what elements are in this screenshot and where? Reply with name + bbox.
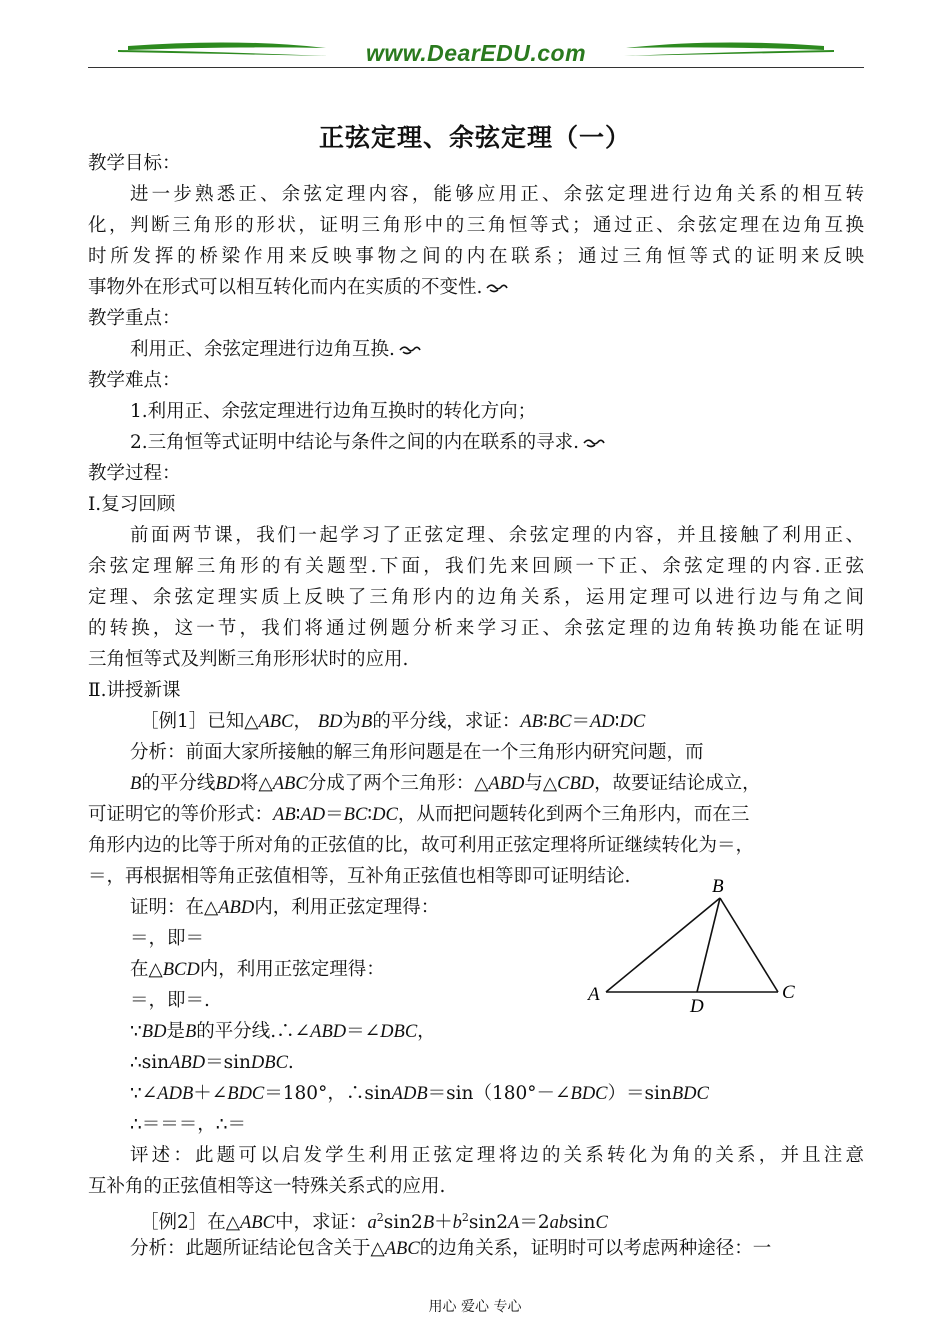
new-lesson-heading: Ⅱ.讲授新课 <box>88 680 181 701</box>
review-line-2: 余弦定理解三角形的有关题型.下面，我们先来回顾一下正、余弦定理的内容.正弦 <box>88 556 864 577</box>
review-line-3: 定理、余弦定理实质上反映了三角形内的边角关系，运用定理可以进行边与角之间 <box>88 587 864 608</box>
proof1-line-8: ∴＝＝＝，∴＝ <box>130 1114 247 1135</box>
proof1-line-4: ＝，即＝. <box>130 990 210 1011</box>
label-b: B <box>712 876 724 897</box>
comment1-line-2: 互补角的正弦值相等这一特殊关系式的应用. <box>88 1176 446 1197</box>
analysis1-line-2: B的平分线BD将△ABC分成了两个三角形：△ABD与△CBD，故要证结论成立， <box>130 773 761 794</box>
triangle-figure <box>584 876 804 1016</box>
example2-statement: ［例2］在△ABC中，求证：$a^2\sin 2B+b^2\sin 2A=2absinC$ <box>140 1211 608 1234</box>
analysis1-line-4: 角形内边的比等于所对角的正弦值的比，故可利用正弦定理将所证继续转化为＝， <box>88 835 755 856</box>
page-title: 正弦定理、余弦定理（一） <box>318 123 631 152</box>
hand-mark-icon <box>399 344 421 356</box>
key-point-text <box>130 336 421 364</box>
comment1-line-1: 评述：此题可以启发学生利用正弦定理将边的关系转化为角的关系，并且注意 <box>130 1145 864 1166</box>
label-d: D <box>690 996 704 1016</box>
key-point-line: 利用正、余弦定理进行边角互换. <box>130 339 395 360</box>
goals-line-4 <box>88 274 508 302</box>
goals-heading: 教学目标： <box>88 153 181 174</box>
page-footer: 用心 爱心 专心 <box>428 1299 522 1315</box>
segment-bc <box>720 898 778 992</box>
site-header <box>88 32 864 72</box>
example1-statement: ［例1］已知△ABC， BD为B的平分线，求证：AB∶BC＝AD∶DC <box>140 711 646 732</box>
review-heading: Ⅰ.复习回顾 <box>88 494 176 515</box>
header-rule <box>88 67 864 68</box>
label-c: C <box>782 982 795 1003</box>
proof1-line-6: ∴sinABD＝sinDBC. <box>130 1052 294 1073</box>
segment-bd <box>697 898 720 992</box>
proof1-line-7: ∵∠ADB＋∠BDC＝180°，∴sinADB＝sin（180°－∠BDC）＝sinBDC <box>130 1083 709 1104</box>
goals-line-2: 化，判断三角形的形状，证明三角形中的三角恒等式；通过正、余弦定理在边角互换 <box>88 215 864 236</box>
hand-mark-icon <box>583 437 605 449</box>
goals-line-3: 时所发挥的桥梁作用来反映事物之间的内在联系；通过三角恒等式的证明来反映 <box>88 246 864 267</box>
difficulty-heading: 教学难点： <box>88 370 181 391</box>
proof1-line-1: 证明：在△ABD内，利用正弦定理得： <box>130 897 440 918</box>
goals-line-4-text: 事物外在形式可以相互转化而内在实质的不变性. <box>88 277 483 298</box>
analysis1-line-1: 分析：前面大家所接触的解三角形问题是在一个三角形内研究问题，而 <box>130 742 704 763</box>
site-name[interactable]: www.DearEDU.com <box>365 40 587 66</box>
hand-mark-icon <box>486 282 508 294</box>
difficulty-item-2 <box>130 429 605 457</box>
key-point-heading: 教学重点： <box>88 308 181 329</box>
proof1-line-2: ＝，即＝ <box>130 928 205 949</box>
proof1-line-5: ∵BD是B的平分线.∴∠ABD＝∠DBC， <box>130 1021 436 1042</box>
review-line-4: 的转换，这一节，我们将通过例题分析来学习正、余弦定理的边角转换功能在证明 <box>88 618 864 639</box>
review-line-1: 前面两节课，我们一起学习了正弦定理、余弦定理的内容，并且接触了利用正、 <box>130 525 864 546</box>
goals-line-1: 进一步熟悉正、余弦定理内容，能够应用正、余弦定理进行边角关系的相互转 <box>130 184 864 205</box>
label-a: A <box>588 984 600 1005</box>
analysis1-line-3: 可证明它的等价形式：AB∶AD＝BC∶DC，从而把问题转化到两个三角形内，而在三 <box>88 804 750 825</box>
analysis2-line-1: 分析：此题所证结论包含关于△ABC的边角关系，证明时可以考虑两种途径：一 <box>130 1238 772 1259</box>
difficulty-item-2-text: 2.三角恒等式证明中结论与条件之间的内在联系的寻求. <box>130 432 580 453</box>
proof1-line-3: 在△BCD内，利用正弦定理得： <box>130 959 385 980</box>
process-heading: 教学过程： <box>88 463 181 484</box>
segment-ab <box>606 898 720 992</box>
analysis1-line-5: ＝，再根据相等角正弦值相等，互补角正弦值也相等即可证明结论. <box>88 866 631 887</box>
difficulty-item-1: 1.利用正、余弦定理进行边角互换时的转化方向； <box>130 401 537 422</box>
review-line-5: 三角恒等式及判断三角形形状时的应用. <box>88 649 409 670</box>
